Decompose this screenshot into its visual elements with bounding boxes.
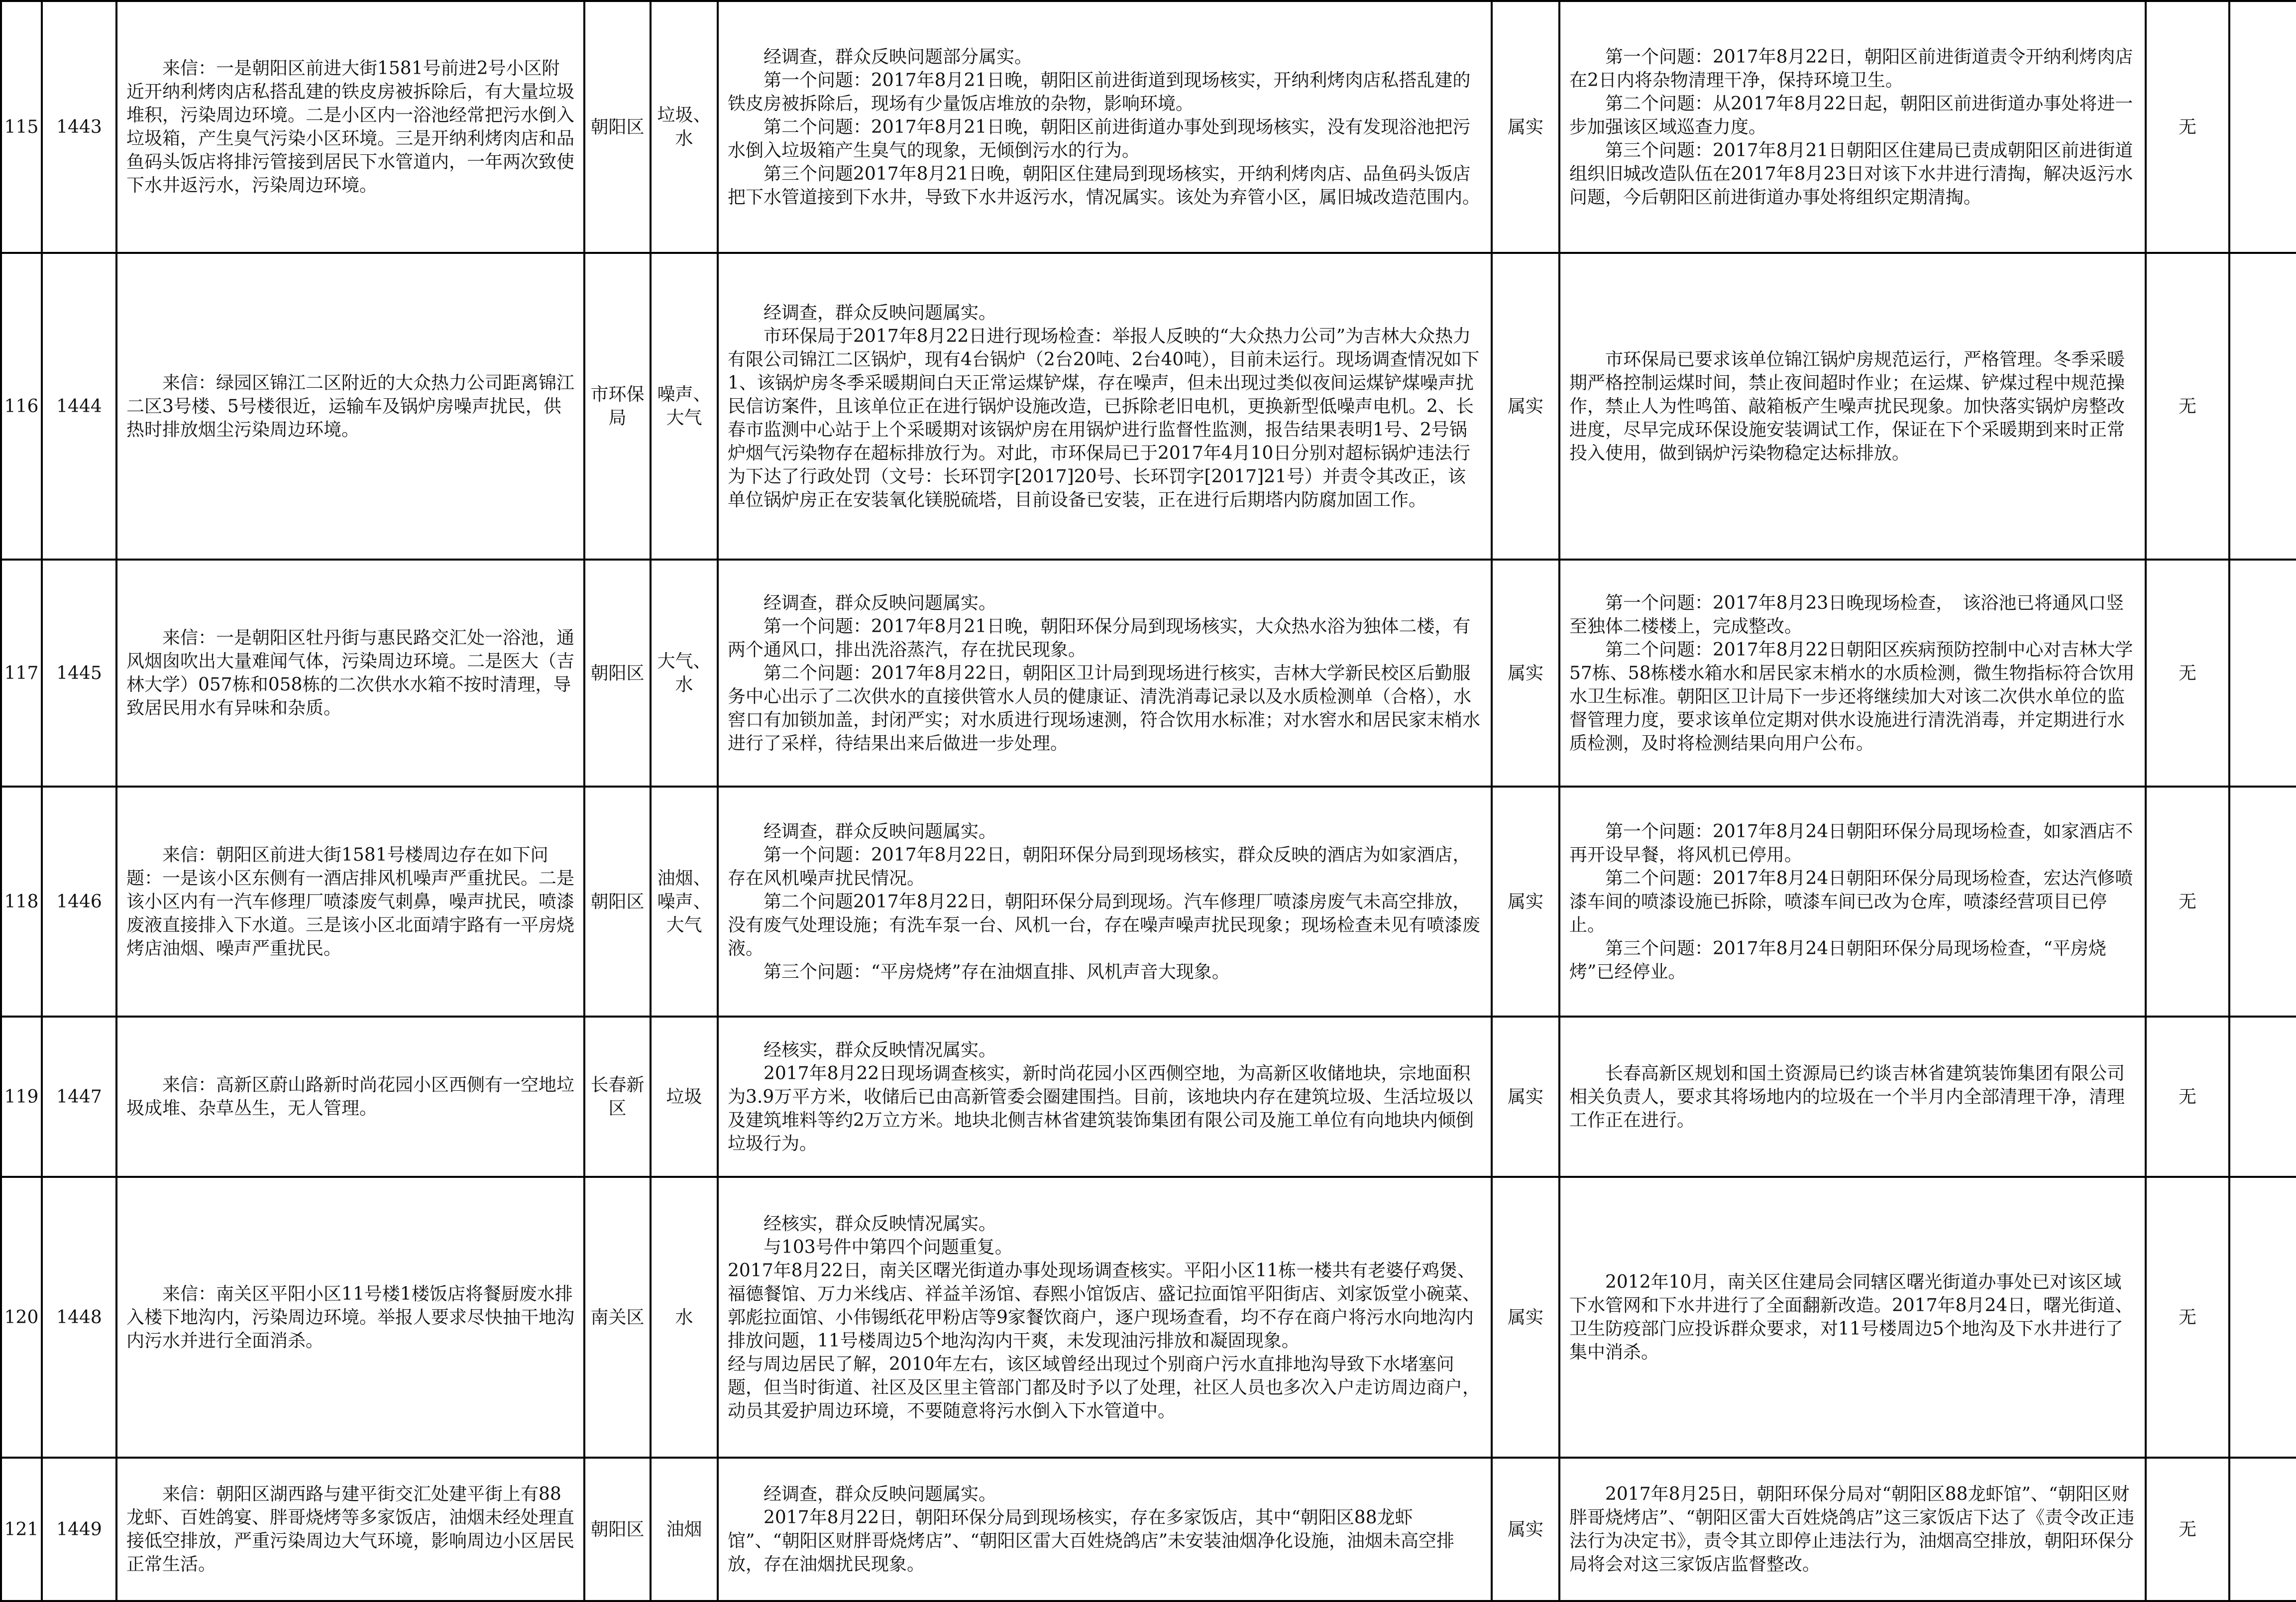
district-text: 朝阳区 (590, 663, 645, 684)
seq-number: 120 (4, 1307, 39, 1328)
pollution-type-text: 垃圾、水 (657, 105, 711, 149)
pollution-type-text: 水 (675, 1307, 693, 1328)
complaint-cell (116, 1017, 584, 1177)
blank-cell (2229, 1458, 2296, 1601)
blank-cell (2229, 787, 2296, 1017)
case-id: 1446 (56, 891, 102, 912)
type-cell (651, 1458, 718, 1601)
findings-cell (718, 560, 1492, 787)
table-row (1, 1, 2296, 253)
district-text: 朝阳区 (590, 891, 645, 912)
seq-cell (1, 787, 42, 1017)
table-row (1, 1177, 2296, 1458)
findings-cell (718, 787, 1492, 1017)
verdict-cell (1492, 560, 1559, 787)
verdict-cell (1492, 1, 1559, 253)
accountability-cell (2146, 1, 2229, 253)
handling-cell (1559, 560, 2146, 787)
accountability-cell (2146, 253, 2229, 560)
blank-cell (2229, 1, 2296, 253)
id-cell (42, 560, 116, 787)
handling-cell (1559, 1458, 2146, 1601)
district-cell (584, 1458, 651, 1601)
findings-text: 经核实，群众反映情况属实。 2017年8月22日现场调查核实，新时尚花园小区西侧空地，为高新区收储地块，宗地面积为3.9万平方米，收储后已由高新管委会圈建围挡。目前，该地块内存在建筑垃圾、生活垃圾以及建筑堆料等约2万立方米。地块北侧吉林省建筑装饰集团有限公司及施工单位有向地块内倾倒垃圾行为。 (728, 1039, 1474, 1154)
blank-cell (2229, 1177, 2296, 1458)
pollution-type-text: 垃圾 (666, 1086, 702, 1107)
case-id: 1448 (56, 1307, 102, 1328)
pollution-type-text: 大气、水 (657, 651, 711, 695)
seq-number: 117 (4, 663, 39, 684)
blank-cell (2229, 253, 2296, 560)
pollution-type-text: 噪声、大气 (657, 384, 711, 428)
district-cell (584, 1177, 651, 1458)
complaint-cell (116, 1177, 584, 1458)
complaint-text: 来信：南关区平阳小区11号楼1楼饭店将餐厨废水排入楼下地沟内，污染周边环境。举报人要求尽快抽干地沟内污水并进行全面消杀。 (126, 1283, 575, 1351)
district-text: 朝阳区 (590, 116, 645, 137)
district-cell (584, 1, 651, 253)
complaint-text: 来信：朝阳区前进大街1581号楼周边存在如下问题：一是该小区东侧有一酒店排风机噪声严重扰民。二是该小区内有一汽车修理厂喷漆废气刺鼻，噪声扰民，喷漆废液直接排入下水道。三是该小区北面靖宇路有一平房烧烤店油烟、噪声严重扰民。 (126, 844, 575, 959)
case-id: 1445 (56, 663, 102, 684)
handling-cell (1559, 1017, 2146, 1177)
seq-cell (1, 253, 42, 560)
seq-number: 121 (4, 1519, 39, 1540)
seq-number: 116 (4, 396, 39, 417)
accountability-text: 无 (2178, 1307, 2196, 1328)
accountability-cell (2146, 560, 2229, 787)
findings-text: 经调查，群众反映问题属实。 市环保局于2017年8月22日进行现场检查：举报人反映的“大众热力公司”为吉林大众热力有限公司锦江二区锅炉，现有4台锅炉（2台20吨、2台40吨），目前未运行。现场调查情况如下1、该锅炉房冬季采暖期间白天正常运煤铲煤，存在噪声，但未出现过类似夜间运煤铲煤噪声扰民信访案件，且该单位正在进行锅炉设施改造，已拆除老旧电机，更换新型低噪声电机。2、长春市监测中心站于上个采暖期对该锅炉房在用锅炉进行监督性监测，报告结果表明1号、2号锅炉烟气污染物存在超标排放行为。对此，市环保局已于2017年4月10日分别对超标锅炉违法行为下达了行政处罚（文号：长环罚字[2017]20号、长环罚字[2017]21号）并责令其改正，该单位锅炉房正在安装氧化镁脱硫塔，目前设备已安装，正在进行后期塔内防腐加固工作。 (728, 302, 1480, 510)
verdict-text: 属实 (1507, 1307, 1543, 1328)
seq-cell (1, 1177, 42, 1458)
accountability-cell (2146, 787, 2229, 1017)
verdict-text: 属实 (1507, 1519, 1543, 1540)
type-cell (651, 253, 718, 560)
pollution-type-text: 油烟 (666, 1519, 702, 1540)
id-cell (42, 1458, 116, 1601)
verdict-cell (1492, 1177, 1559, 1458)
complaint-cell (116, 1, 584, 253)
accountability-text: 无 (2178, 396, 2196, 417)
verdict-cell (1492, 1458, 1559, 1601)
complaint-text: 来信：高新区蔚山路新时尚花园小区西侧有一空地垃圾成堆、杂草丛生，无人管理。 (126, 1075, 575, 1119)
accountability-cell (2146, 1177, 2229, 1458)
verdict-text: 属实 (1507, 116, 1543, 137)
verdict-text: 属实 (1507, 396, 1543, 417)
findings-cell (718, 1, 1492, 253)
accountability-text: 无 (2178, 1519, 2196, 1540)
findings-text: 经核实，群众反映情况属实。 与103号件中第四个问题重复。 2017年8月22日，南关区曙光街道办事处现场调查核实。平阳小区11栋一楼共有老婆仔鸡煲、福德餐馆、万力米线店、祥益羊汤馆、春熙小馆饭店、盛记拉面馆平阳街店、刘家饭堂小碗菜、 郭彪拉面馆、小伟锡纸花甲粉店等9家餐饮商户，逐户现场查看，均不存在商户将污水向地沟内排放问题，11号楼周边5个地沟沟内干爽，未发现油污排放和凝固现象。 经与周边居民了解，2010年左右，该区域曾经出现过个别商户污水直排地沟导致下水堵塞问题，但当时街道、社区及区里主管部门都及时予以了处理，社区人员也多次入户走访周边商户，动员其爱护周边环境，不要随意将污水倒入下水管道中。 (728, 1213, 1481, 1421)
district-cell (584, 1017, 651, 1177)
findings-text: 经调查，群众反映问题属实。 2017年8月22日，朝阳环保分局到现场核实，存在多家饭店，其中“朝阳区88龙虾馆”、“朝阳区财胖哥烧烤店”、“朝阳区雷大百姓烧鸽店”未安装油烟净化设施，油烟未高空排放，存在油烟扰民现象。 (728, 1484, 1455, 1575)
case-id: 1443 (56, 116, 102, 137)
findings-text: 经调查，群众反映问题属实。 第一个问题：2017年8月21日晚，朝阳环保分局到现场核实，大众热水浴为独体二楼，有两个通风口，排出洗浴蒸汽，存在扰民现象。 第二个问题：2017年8月22日，朝阳区卫计局到现场进行核实，吉林大学新民校区后勤服务中心出示了二次供水的直接供管水人员的健康证、清洗消毒记录以及水质检测单（合格），水窖口有加锁加盖，封闭严实；对水质进行现场速测，符合饮用水标准；对水窖水和居民家末梢水进行了采样，待结果出来后做进一步处理。 (728, 592, 1481, 754)
id-cell (42, 1017, 116, 1177)
accountability-cell (2146, 1017, 2229, 1177)
complaint-cell (116, 560, 584, 787)
blank-cell (2229, 1017, 2296, 1177)
handling-text: 2012年10月，南关区住建局会同辖区曙光街道办事处已对该区域下水管网和下水井进行了全面翻新改造。2017年8月24日，曙光街道、卫生防疫部门应投诉群众要求，对11号楼周边5个地沟及下水井进行了集中消杀。 (1569, 1272, 2133, 1363)
handling-text: 第一个问题：2017年8月22日，朝阳区前进街道责令开纳利烤肉店在2日内将杂物清理干净，保持环境卫生。 第二个问题：从2017年8月22日起，朝阳区前进街道办事处将进一步加强该区域巡查力度。 第三个问题：2017年8月21日朝阳区住建局已责成朝阳区前进街道组织旧城改造队伍在2017年8月23日对该下水井进行清掏，解决返污水问题，今后朝阳区前进街道办事处将组织定期清掏。 (1569, 46, 2133, 208)
accountability-text: 无 (2178, 1086, 2196, 1107)
id-cell (42, 1177, 116, 1458)
handling-text: 第一个问题：2017年8月23日晚现场检查， 该浴池已将通风口竖至独体二楼楼上，完成整改。 第二个问题：2017年8月22日朝阳区疾病预防控制中心对吉林大学57栋、58栋楼水箱水和居民家末梢水的水质检测，微生物指标符合饮用水卫生标准。朝阳区卫计局下一步还将继续加大对该二次供水单位的监督管理力度，要求该单位定期对供水设施进行清洗消毒，并定期进行水质检测，及时将检测结果向用户公布。 (1569, 592, 2135, 754)
handling-text: 长春高新区规划和国土资源局已约谈吉林省建筑装饰集团有限公司相关负责人，要求其将场地内的垃圾在一个半月内全部清理干净，清理工作正在进行。 (1569, 1063, 2125, 1131)
table-row (1, 1017, 2296, 1177)
findings-cell (718, 253, 1492, 560)
handling-cell (1559, 253, 2146, 560)
table-body (1, 1, 2296, 1601)
pollution-type-text: 油烟、噪声、大气 (657, 868, 711, 935)
findings-cell (718, 1177, 1492, 1458)
id-cell (42, 787, 116, 1017)
complaint-text: 来信：朝阳区湖西路与建平街交汇处建平街上有88龙虾、百姓鸽宴、胖哥烧烤等多家饭店，油烟未经处理直接低空排放，严重污染周边大气环境，影响周边小区居民正常生活。 (126, 1484, 575, 1575)
findings-text: 经调查，群众反映问题部分属实。 第一个问题：2017年8月21日晚，朝阳区前进街道到现场核实，开纳利烤肉店私搭乱建的铁皮房被拆除后，现场有少量饭店堆放的杂物，影响环境。 第二个问题：2017年8月21日晚，朝阳区前进街道办事处到现场核实，没有发现浴池把污水倒入垃圾箱产生臭气的现象，无倾倒污水的行为。 第三个问题2017年8月21日晚，朝阳区住建局到现场核实，开纳利烤肉店、品鱼码头饭店把下水管道接到下水井，导致下水井返污水，情况属实。该处为弃管小区，属旧城改造范围内。 (728, 46, 1481, 208)
table-row (1, 787, 2296, 1017)
complaint-cell (116, 253, 584, 560)
seq-cell (1, 1458, 42, 1601)
seq-cell (1, 560, 42, 787)
handling-text: 市环保局已要求该单位锦江锅炉房规范运行，严格管理。冬季采暖期严格控制运煤时间，禁止夜间超时作业；在运煤、铲煤过程中规范操作，禁止人为性鸣笛、敲箱板产生噪声扰民现象。加快落实锅炉房整改进度，尽早完成环保设施安装调试工作，保证在下个采暖期到来时正常投入使用，做到锅炉污染物稳定达标排放。 (1569, 349, 2125, 463)
verdict-text: 属实 (1507, 663, 1543, 684)
accountability-text: 无 (2178, 663, 2196, 684)
district-cell (584, 253, 651, 560)
id-cell (42, 1, 116, 253)
handling-cell (1559, 787, 2146, 1017)
seq-cell (1, 1017, 42, 1177)
case-id: 1447 (56, 1086, 102, 1107)
type-cell (651, 787, 718, 1017)
handling-cell (1559, 1, 2146, 253)
verdict-cell (1492, 787, 1559, 1017)
type-cell (651, 1, 718, 253)
findings-text: 经调查，群众反映问题属实。 第一个问题：2017年8月22日，朝阳环保分局到现场核实，群众反映的酒店为如家酒店，存在风机噪声扰民情况。 第二个问题2017年8月22日，朝阳环保分局到现场。汽车修理厂喷漆房废气未高空排放，没有废气处理设施；有洗车泵一台、风机一台，存在噪声噪声扰民现象；现场检查未见有喷漆废液。 第三个问题：“平房烧烤”存在油烟直排、风机声音大现象。 (728, 821, 1481, 982)
seq-number: 115 (4, 116, 39, 137)
table-row (1, 253, 2296, 560)
district-cell (584, 560, 651, 787)
district-text: 朝阳区 (590, 1519, 645, 1540)
blank-cell (2229, 560, 2296, 787)
type-cell (651, 1177, 718, 1458)
district-cell (584, 787, 651, 1017)
handling-cell (1559, 1177, 2146, 1458)
district-text: 南关区 (590, 1307, 645, 1328)
accountability-text: 无 (2178, 891, 2196, 912)
accountability-cell (2146, 1458, 2229, 1601)
accountability-text: 无 (2178, 116, 2196, 137)
type-cell (651, 1017, 718, 1177)
complaint-cell (116, 1458, 584, 1601)
verdict-text: 属实 (1507, 1086, 1543, 1107)
verdict-text: 属实 (1507, 891, 1543, 912)
verdict-cell (1492, 1017, 1559, 1177)
complaint-cell (116, 787, 584, 1017)
handling-text: 2017年8月25日，朝阳环保分局对“朝阳区88龙虾馆”、“朝阳区财胖哥烧烤店”、“朝阳区雷大百姓烧鸽店”这三家饭店下达了《责令改正违法行为决定书》，责令其立即停止违法行为，油烟高空排放，朝阳环保分局将会对这三家饭店监督整改。 (1569, 1484, 2135, 1575)
complaint-text: 来信：一是朝阳区牡丹街与惠民路交汇处一浴池，通风烟囱吹出大量难闻气体，污染周边环境。二是医大（吉林大学）057栋和058栋的二次供水水箱不按时清理，导致居民用水有异味和杂质。 (126, 628, 575, 718)
seq-cell (1, 1, 42, 253)
case-id: 1444 (56, 396, 102, 417)
case-id: 1449 (56, 1519, 102, 1540)
district-text: 长春新区 (590, 1075, 645, 1119)
table-row (1, 560, 2296, 787)
seq-number: 118 (4, 891, 39, 912)
verdict-cell (1492, 253, 1559, 560)
district-text: 市环保局 (590, 384, 645, 428)
table-row (1, 1458, 2296, 1601)
complaint-text: 来信：绿园区锦江二区附近的大众热力公司距离锦江二区3号楼、5号楼很近，运输车及锅炉房噪声扰民，供热时排放烟尘污染周边环境。 (126, 372, 575, 440)
findings-cell (718, 1458, 1492, 1601)
id-cell (42, 253, 116, 560)
type-cell (651, 560, 718, 787)
seq-number: 119 (4, 1086, 39, 1107)
complaint-text: 来信：一是朝阳区前进大街1581号前进2号小区附近开纳利烤肉店私搭乱建的铁皮房被拆除后，有大量垃圾堆积，污染周边环境。二是小区内一浴池经常把污水倒入垃圾箱，产生臭气污染小区环境。三是开纳利烤肉店和品鱼码头饭店将排污管接到居民下水管道内，一年两次致使下水井返污水，污染周边环境。 (126, 58, 575, 196)
handling-text: 第一个问题：2017年8月24日朝阳环保分局现场检查，如家酒店不再开设早餐，将风机已停用。 第二个问题：2017年8月24日朝阳环保分局现场检查，宏达汽修喷漆车间的喷漆设施已拆除，喷漆车间已改为仓库，喷漆经营项目已停止。 第三个问题：2017年8月24日朝阳环保分局现场检查，“平房烧烤”已经停业。 (1569, 821, 2133, 982)
findings-cell (718, 1017, 1492, 1177)
